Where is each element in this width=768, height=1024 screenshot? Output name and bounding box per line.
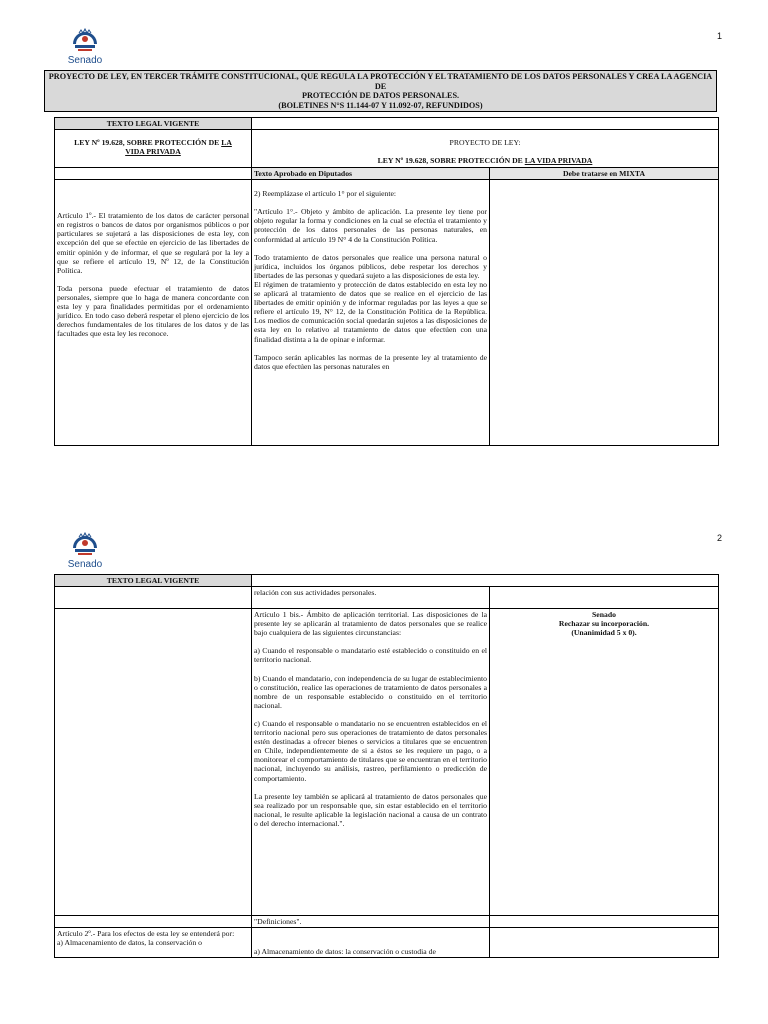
senado-vote: (Unanimidad 5 x 0). (571, 628, 637, 638)
paragraph: b) Cuando el mandatario, con independencia de su lugar de establecimiento o constitución, realice las operaciones de tratamiento de datos personales a nombre de un responsable establecido o constituido en el territorio nacional. (254, 673, 487, 710)
sub-header-aprobado: Texto Aprobado en Diputados (252, 168, 490, 180)
logo-text: Senado (67, 55, 103, 66)
paragraph: a) Cuando el responsable o mandatario esté establecido o constituido en el territorio nacional. (254, 646, 487, 665)
empty-cell (55, 587, 252, 609)
column-header-vigente: TEXTO LEGAL VIGENTE (55, 575, 252, 587)
paragraph: c) Cuando el responsable o mandatario no se encuentren establecidos en el territorio nacional pero sus operaciones de tratamiento de datos personales estén destinadas a ofrecer bienes o servicios a titulares que se encuentren en Chile, independientemente de si a éstos se les requiere un pago, o a monitorear el comportamiento de titulares que se encuentran en el territorio nacional, incluyendo su análisis, rastreo, perfilamiento o predicción de comportamiento. (254, 718, 487, 783)
senado-seal-icon (69, 28, 101, 56)
column-header-blank (252, 118, 719, 130)
empty-cell (55, 609, 252, 916)
senado-decision-text: Rechazar su incorporación. (558, 619, 650, 629)
paragraph: Artículo 1º.- El tratamiento de los datos de carácter personal en registros o bancos de datos por organismos públicos o por particulares se sujetará a las disposiciones de esta ley, con excepción del que se efectúe en ejercicio de las libertades de emitir opinión y de informar, el que se regulará por la ley a que se refiere el artículo 19, Nº 12, de la Constitución Política. (57, 211, 249, 275)
paragraph: Todo tratamiento de datos personales que realice una persona natural o jurídica, incluidos los órganos públicos, debe respetar los derechos y libertades de las personas y quedará sujeto a las disposiciones de esta ley. (254, 252, 487, 280)
empty-cell (490, 916, 719, 928)
paragraph: 2) Reemplázase el artículo 1° por el siguiente: (254, 189, 397, 199)
ley-title-right: PROYECTO DE LEY: LEY Nº 19.628, SOBRE PROTECCIÓN DE LA VIDA PRIVADA (252, 130, 719, 168)
page-number: 2 (716, 533, 722, 543)
senado-logo (60, 532, 110, 570)
proyecto-label: PROYECTO DE LEY: (449, 138, 521, 148)
sub-header-blank (55, 168, 252, 180)
ley-title-left: LEY Nº 19.628, SOBRE PROTECCIÓN DE LA VIDA PRIVADA (55, 130, 252, 168)
paragraph: Tampoco serán aplicables las normas de la presente ley al tratamiento de datos que efectúen las personas naturales en (254, 352, 487, 371)
page-1 (0, 0, 768, 500)
mixta-cell (490, 180, 719, 446)
page-2 (0, 528, 768, 1024)
column-header-vigente: TEXTO LEGAL VIGENTE (55, 118, 252, 130)
title-line: (BOLETINES N°S 11.144-07 Y 11.092-07, REFUNDIDOS) (278, 100, 483, 110)
title-line: PROTECCIÓN DE DATOS PERSONALES. (301, 91, 460, 101)
empty-cell (490, 587, 719, 609)
empty-cell (490, 928, 719, 958)
comparison-table-page-1 (54, 117, 719, 446)
vigente-article-2 (55, 928, 252, 958)
paragraph: "Artículo 1°.- Objeto y ámbito de aplicación. La presente ley tiene por objeto regular la forma y condiciones en la cual se efectúa el tratamiento y protección de los datos personales de las personas naturales, en conformidad al artículo 19 N° 4 de la Constitución Política. (254, 207, 487, 244)
definiciones-heading: "Definiciones". (252, 916, 490, 928)
logo-text: Senado (67, 559, 103, 570)
sub-header-mixta: Debe tratarse en MIXTA (490, 168, 719, 180)
aprobado-article-1 (252, 180, 490, 446)
paragraph: El régimen de tratamiento y protección de datos establecido en esta ley no se aplicará al tratamiento de datos que se realice en el ejercicio de las libertades de emitir opinión y de informar reguladas por las leyes a que se refiere el artículo 19, N° 12, de la Constitución Política de la República. Los medios de comunicación social quedarán sujetos a las disposiciones de esta ley en lo relativo al tratamiento de datos que efectúen con una finalidad distinta a la de opinar e informar. (254, 279, 487, 344)
senado-title: Senado (592, 610, 616, 620)
paragraph: Artículo 2º.- Para los efectos de esta ley se entenderá por: (57, 929, 235, 939)
column-header-blank (252, 575, 719, 587)
page-number: 1 (716, 31, 722, 41)
article-1-bis (252, 609, 490, 916)
empty-cell (55, 916, 252, 928)
paragraph: La presente ley también se aplicará al tratamiento de datos personales que sea realizado por un responsable que, sin estar establecido en el territorio nacional, le resulte aplicable la legislación nacional a causa de un contrato o del derecho internacional.". (254, 791, 487, 828)
paragraph: Toda persona puede efectuar el tratamiento de datos personales, siempre que lo haga de manera concordante con esta ley y para finalidades permitidas por el ordenamiento jurídico. En todo caso deberá respetar el pleno ejercicio de los derechos fundamentales de los titulares de los datos y de las facultades que esta ley les reconoce. (57, 283, 249, 339)
comparison-table-page-2 (54, 574, 719, 958)
aprobado-article-2 (252, 928, 490, 958)
paragraph: Artículo 1 bis.- Ámbito de aplicación territorial. Las disposiciones de la presente ley se aplicarán al tratamiento de datos personales que se realice bajo cualquiera de las siguientes circunstancias: (254, 610, 487, 638)
vigente-article-1 (55, 180, 252, 446)
paragraph: a) Almacenamiento de datos, la conservación o (57, 938, 202, 948)
title-line: PROYECTO DE LEY, EN TERCER TRÁMITE CONSTITUCIONAL, QUE REGULA LA PROTECCIÓN Y EL TRATAMIENTO DE LOS DATOS PERSONALES Y CREA LA AGENCIA DE (48, 72, 713, 91)
document-title (44, 70, 717, 112)
continuation-text: relación con sus actividades personales. (252, 587, 490, 609)
senado-decision (490, 609, 719, 916)
senado-logo (60, 28, 110, 66)
paragraph: a) Almacenamiento de datos: la conservación o custodia de (254, 947, 436, 957)
senado-seal-icon (69, 532, 101, 560)
